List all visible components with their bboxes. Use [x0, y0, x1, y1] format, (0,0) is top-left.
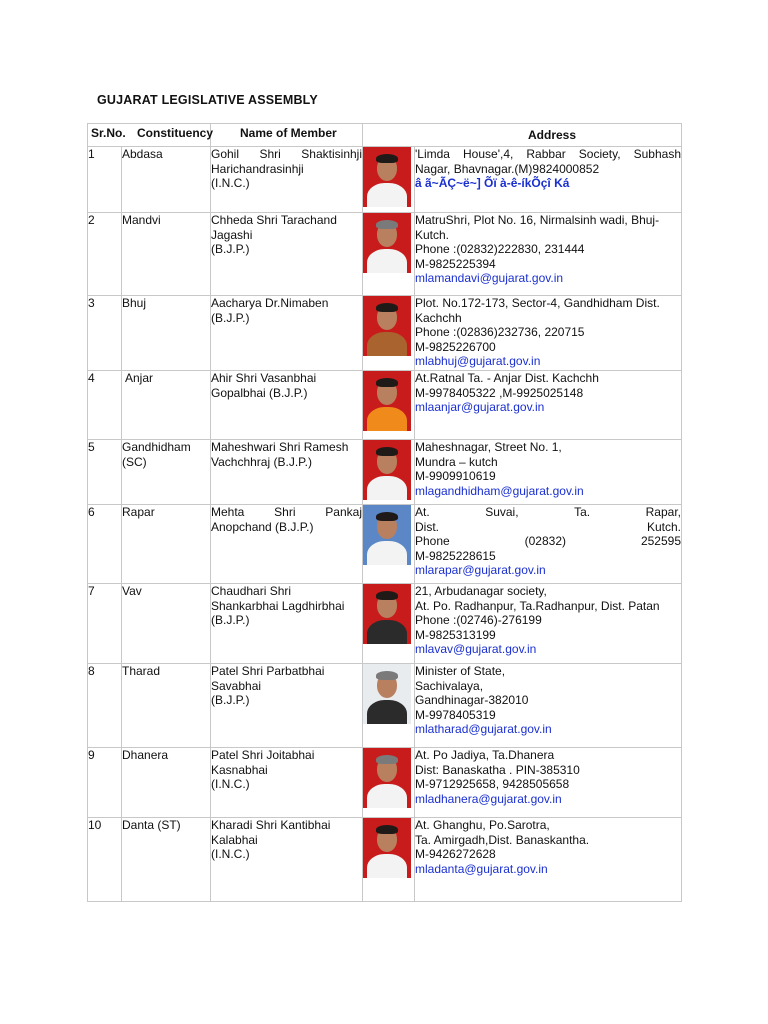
- address-cell: [415, 296, 682, 371]
- member-photo-icon: [363, 748, 411, 808]
- member-name-cell: [211, 147, 363, 213]
- member-name-line: (B.J.P.): [211, 310, 250, 325]
- table-row: [88, 818, 682, 902]
- photo-cell: [363, 664, 415, 748]
- photo-hair: [376, 220, 398, 229]
- member-name-cell: [211, 296, 363, 371]
- table-header-row: [88, 124, 682, 147]
- table-row: [88, 505, 682, 584]
- sr-no: 8: [88, 664, 95, 678]
- email-link[interactable]: mlarapar@gujarat.gov.in: [415, 563, 546, 578]
- sr-no-cell: [88, 440, 122, 505]
- constituency-cell: [122, 584, 211, 664]
- table-row: [88, 371, 682, 440]
- address-cell: [415, 584, 682, 664]
- member-name-line: (B.J.P.): [211, 613, 250, 628]
- sr-no: 4: [88, 371, 95, 385]
- member-photo-icon: [363, 584, 411, 644]
- member-name-line: Maheshwari Shri Ramesh: [211, 440, 349, 454]
- sr-no-cell: [88, 664, 122, 748]
- constituency: Danta (ST): [122, 818, 181, 832]
- email-link[interactable]: mlaanjar@gujarat.gov.in: [415, 400, 545, 415]
- member-name-line: Kalabhai: [211, 832, 258, 847]
- sr-no-cell: [88, 213, 122, 296]
- member-name-line: Vachchhraj (B.J.P.): [211, 454, 312, 469]
- address-line: M-9426272628: [415, 847, 496, 862]
- address-line: Gandhinagar-382010: [415, 693, 529, 708]
- address-line: M-9825228615: [415, 548, 496, 563]
- address-spaced-line: [415, 505, 681, 520]
- member-photo-icon: [363, 818, 411, 878]
- sr-no: 2: [88, 213, 95, 227]
- photo-hair: [376, 591, 398, 600]
- constituency-cell: [122, 147, 211, 213]
- member-name-line: Jagashi: [211, 227, 253, 242]
- address-line: M-9978405322 ,M-9925025148: [415, 385, 584, 400]
- sr-no: 10: [88, 818, 102, 832]
- member-name-line: Anopchand (B.J.P.): [211, 519, 314, 534]
- photo-cell: [363, 147, 415, 213]
- header-name: Name of Member: [240, 126, 337, 140]
- email-link[interactable]: mlagandhidham@gujarat.gov.in: [415, 483, 584, 498]
- constituency: Mandvi: [122, 213, 161, 227]
- address-line: Nagar, Bhavnagar.(M)9824000852: [415, 161, 600, 176]
- address-spaced-line: [415, 520, 681, 535]
- member-photo-icon: [363, 296, 411, 356]
- sr-no-cell: [88, 296, 122, 371]
- address-line: Maheshnagar, Street No. 1,: [415, 440, 562, 454]
- member-name-cell: [211, 440, 363, 505]
- photo-hair: [376, 671, 398, 680]
- constituency-cell: [122, 440, 211, 505]
- sr-no-cell: [88, 748, 122, 818]
- member-name-line: Savabhai: [211, 678, 262, 693]
- address-line: 21, Arbudanagar society,: [415, 584, 547, 598]
- address-line: Phone :(02832)222830, 231444: [415, 242, 585, 257]
- member-name-line: Harichandrasinhji: [211, 161, 304, 176]
- sr-no-cell: [88, 371, 122, 440]
- email-link[interactable]: mlabhuj@gujarat.gov.in: [415, 354, 541, 369]
- address-line: Phone :(02746)-276199: [415, 613, 542, 628]
- constituency-cell: [122, 664, 211, 748]
- table-row: [88, 147, 682, 213]
- member-name-line: Aacharya Dr.Nimaben: [211, 296, 329, 310]
- photo-hair: [376, 512, 398, 521]
- photo-hair: [376, 303, 398, 312]
- table-row: [88, 664, 682, 748]
- photo-cell: [363, 440, 415, 505]
- address-word: Dist.: [415, 519, 439, 534]
- address-word: Ta.: [574, 505, 591, 519]
- photo-body: [367, 476, 407, 500]
- photo-hair: [376, 378, 398, 387]
- header-name-cell: [211, 124, 363, 147]
- member-name-cell: [211, 505, 363, 584]
- photo-body: [367, 407, 407, 431]
- address-cell: [415, 664, 682, 748]
- photo-body: [367, 541, 407, 565]
- member-name-line: Mehta Shri Pankaj: [211, 505, 362, 519]
- address-cell: [415, 371, 682, 440]
- sr-no: 9: [88, 748, 95, 762]
- table-row: [88, 748, 682, 818]
- address-word: Phone: [415, 534, 450, 549]
- constituency: Bhuj: [122, 296, 147, 310]
- address-line: Sachivalaya,: [415, 678, 484, 693]
- table-row: [88, 584, 682, 664]
- member-name-line: (B.J.P.): [211, 693, 250, 708]
- member-photo-icon: [363, 371, 411, 431]
- email-link[interactable]: mlavav@gujarat.gov.in: [415, 642, 537, 657]
- address-cell: [415, 213, 682, 296]
- address-line: M-9825226700: [415, 339, 496, 354]
- photo-cell: [363, 296, 415, 371]
- header-sr-no: Sr.No.: [91, 126, 126, 140]
- email-link[interactable]: mlatharad@gujarat.gov.in: [415, 722, 552, 737]
- members-table: [87, 123, 682, 902]
- address-line: At. Ghanghu, Po.Sarotra,: [415, 818, 550, 832]
- address-line: M-9825225394: [415, 256, 496, 271]
- photo-body: [367, 249, 407, 273]
- sr-no-cell: [88, 147, 122, 213]
- member-name-cell: [211, 213, 363, 296]
- photo-body: [367, 700, 407, 724]
- member-name-line: Patel Shri Joitabhai: [211, 748, 315, 762]
- photo-cell: [363, 748, 415, 818]
- member-name-line: Gopalbhai (B.J.P.): [211, 385, 308, 400]
- photo-body: [367, 183, 407, 207]
- table-row: [88, 213, 682, 296]
- member-name-cell: [211, 818, 363, 902]
- address-word: Kutch.: [646, 519, 681, 534]
- constituency: Abdasa: [122, 147, 163, 161]
- member-photo-icon: [363, 664, 411, 724]
- sr-no: 1: [88, 147, 95, 161]
- constituency: Rapar: [122, 505, 155, 519]
- address-cell: [415, 818, 682, 902]
- member-name-cell: [211, 584, 363, 664]
- address-line: Minister of State,: [415, 664, 506, 678]
- photo-body: [367, 620, 407, 644]
- sr-no-cell: [88, 818, 122, 902]
- constituency-cell: [122, 505, 211, 584]
- photo-cell: [363, 371, 415, 440]
- photo-cell: [363, 213, 415, 296]
- address-line: M-9712925658, 9428505658: [415, 777, 570, 792]
- member-name-line: Chaudhari Shri: [211, 584, 292, 598]
- member-name-line: Patel Shri Parbatbhai: [211, 664, 325, 678]
- address-word: Rapar,: [645, 505, 681, 519]
- sr-no-cell: [88, 505, 122, 584]
- address-line: At.Ratnal Ta. - Anjar Dist. Kachchh: [415, 371, 599, 385]
- member-photo-icon: [363, 213, 411, 273]
- header-constituency: Constituency: [137, 126, 214, 140]
- address-word: 252595: [640, 534, 681, 549]
- sr-no-cell: [88, 584, 122, 664]
- constituency: Vav: [122, 584, 142, 598]
- member-photo-icon: [363, 505, 411, 565]
- header-srno-constituency: [88, 124, 214, 147]
- member-name-cell: [211, 748, 363, 818]
- email-link[interactable]: mlamandavi@gujarat.gov.in: [415, 271, 564, 286]
- constituency: Anjar: [125, 371, 154, 385]
- photo-cell: [363, 818, 415, 902]
- photo-body: [367, 332, 407, 356]
- address-line: 'Limda House',4, Rabbar Society, Subhash: [415, 147, 681, 161]
- sr-no: 3: [88, 296, 95, 310]
- photo-body: [367, 854, 407, 878]
- address-word: (02832): [524, 534, 567, 549]
- member-name-line: Shankarbhai Lagdhirbhai: [211, 598, 345, 613]
- constituency: Dhanera: [122, 748, 169, 762]
- address-line: Plot. No.172-173, Sector-4, Gandhidham Dist.: [415, 296, 660, 310]
- photo-hair: [376, 755, 398, 764]
- email-link[interactable]: mladhanera@gujarat.gov.in: [415, 791, 562, 806]
- sr-no: 6: [88, 505, 95, 519]
- sr-no: 7: [88, 584, 95, 598]
- member-name-cell: [211, 664, 363, 748]
- member-name-line: Ahir Shri Vasanbhai: [211, 371, 317, 385]
- photo-body: [367, 784, 407, 808]
- member-name-line: Chheda Shri Tarachand: [211, 213, 337, 227]
- member-name-cell: [211, 371, 363, 440]
- member-name-line: Kasnabhai: [211, 762, 268, 777]
- address-line: Mundra – kutch: [415, 454, 498, 469]
- header-address-cell: [363, 124, 682, 147]
- address-garbled-text: â ã~ÃÇ~ë~] Õï à-ê-íkÕçî Ká: [415, 176, 570, 191]
- page-title: GUJARAT LEGISLATIVE ASSEMBLY: [97, 93, 318, 107]
- header-address: Address: [528, 128, 577, 142]
- photo-cell: [363, 584, 415, 664]
- address-word: Suvai,: [485, 505, 519, 519]
- member-name-line: (I.N.C.): [211, 176, 250, 191]
- address-line: M-9978405319: [415, 707, 496, 722]
- member-photo-icon: [363, 147, 411, 207]
- photo-hair: [376, 154, 398, 163]
- address-cell: [415, 440, 682, 505]
- email-link[interactable]: mladanta@gujarat.gov.in: [415, 861, 548, 876]
- address-line: Ta. Amirgadh,Dist. Banaskantha.: [415, 832, 590, 847]
- address-line: Dist: Banaskatha . PIN-385310: [415, 762, 580, 777]
- address-line: At. Po Jadiya, Ta.Dhanera: [415, 748, 555, 762]
- member-name-line: Kharadi Shri Kantibhai: [211, 818, 331, 832]
- member-name-line: (I.N.C.): [211, 777, 250, 792]
- photo-hair: [376, 825, 398, 834]
- address-line: M-9909910619: [415, 469, 496, 484]
- address-line: Kutch.: [415, 227, 450, 242]
- address-spaced-line: [415, 534, 681, 549]
- constituency-cell: [122, 748, 211, 818]
- address-line: Phone :(02836)232736, 220715: [415, 325, 585, 340]
- table-row: [88, 440, 682, 505]
- address-cell: [415, 748, 682, 818]
- address-line: MatruShri, Plot No. 16, Nirmalsinh wadi, Bhuj-: [415, 213, 660, 227]
- address-cell: [415, 505, 682, 584]
- constituency-cell: [122, 371, 211, 440]
- constituency-cell: [122, 296, 211, 371]
- constituency-cell: [122, 818, 211, 902]
- photo-cell: [363, 505, 415, 584]
- address-line: M-9825313199: [415, 627, 496, 642]
- member-name-line: (I.N.C.): [211, 847, 250, 862]
- address-line: Kachchh: [415, 310, 462, 325]
- table-row: [88, 296, 682, 371]
- photo-hair: [376, 447, 398, 456]
- constituency-line: Gandhidham: [122, 440, 191, 454]
- address-word: At.: [415, 505, 430, 519]
- constituency-cell: [122, 213, 211, 296]
- member-name-line: Gohil Shri Shaktisinhji: [211, 147, 362, 161]
- address-cell: [415, 147, 682, 213]
- address-line: At. Po. Radhanpur, Ta.Radhanpur, Dist. Patan: [415, 598, 660, 613]
- member-name-line: (B.J.P.): [211, 242, 250, 257]
- constituency: Tharad: [122, 664, 161, 678]
- sr-no: 5: [88, 440, 95, 454]
- constituency-line: (SC): [122, 454, 147, 469]
- member-photo-icon: [363, 440, 411, 500]
